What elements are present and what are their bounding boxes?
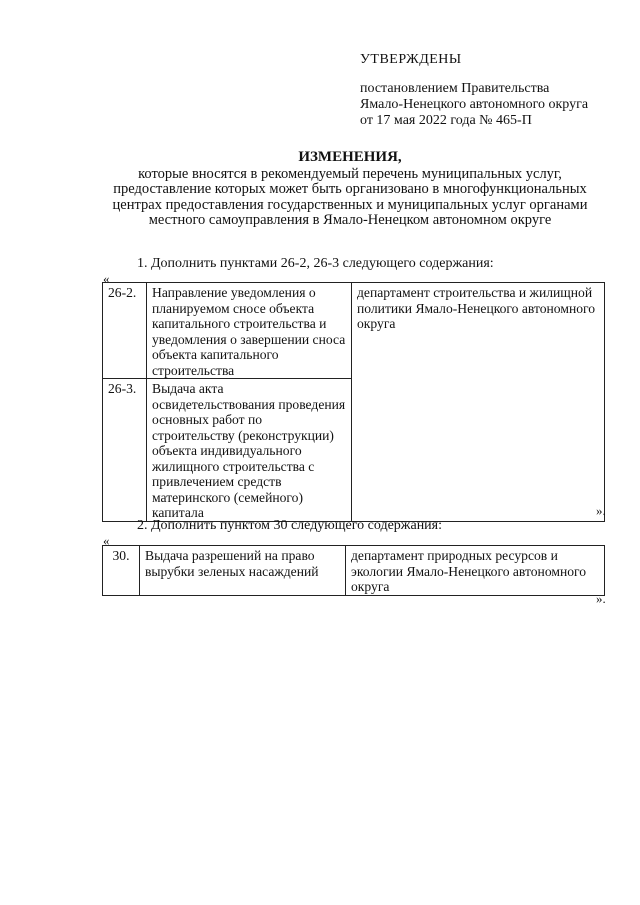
item2-close-quote: ». bbox=[596, 591, 606, 606]
approval-block bbox=[360, 52, 588, 129]
table-row bbox=[103, 546, 605, 596]
title-line: которые вносятся в рекомендуемый перечень муниципальных услуг, bbox=[138, 165, 562, 182]
title-heading: ИЗМЕНЕНИЯ, bbox=[298, 149, 402, 165]
item1-table bbox=[102, 282, 605, 522]
item2-table bbox=[102, 545, 605, 596]
table-row bbox=[103, 283, 605, 379]
row-number: 26-3. bbox=[103, 379, 147, 522]
row-department: департамент строительства и жилищной политики Ямало-Ненецкого автономного округа bbox=[352, 283, 605, 522]
title-line: центрах предоставления государственных и муниципальных услуг органами bbox=[112, 196, 588, 213]
item2-text: 2. Дополнить пунктом 30 следующего содержания: bbox=[137, 518, 443, 533]
title-line: предоставление которых может быть организовано в многофункциональных bbox=[113, 181, 587, 197]
row-service: Направление уведомления о планируемом сносе объекта капитального строительства и уведомления о завершении сноса объекта капитального строительства bbox=[147, 283, 352, 379]
item1-text: 1. Дополнить пунктами 26-2, 26-3 следующего содержания: bbox=[137, 256, 494, 271]
item1-close-quote: ». bbox=[596, 503, 606, 518]
approval-line: от 17 мая 2022 года № 465-П bbox=[360, 113, 532, 128]
approval-line: Ямало-Ненецкого автономного округа bbox=[360, 97, 589, 112]
approval-line: постановлением Правительства bbox=[360, 81, 550, 96]
row-number: 30. bbox=[103, 546, 140, 596]
row-department: департамент природных ресурсов и экологии Ямало-Ненецкого автономного округа bbox=[346, 546, 605, 596]
item2-open-quote: « bbox=[103, 533, 110, 548]
document-title bbox=[60, 150, 640, 229]
title-line: местного самоуправления в Ямало-Ненецком автономном округе bbox=[148, 212, 552, 228]
row-service: Выдача акта освидетельствования проведения основных работ по строительству (реконструкции) объекта индивидуального жилищного строительства с привлечением средств материнского (семейного) капитала bbox=[147, 379, 352, 522]
approval-heading: УТВЕРЖДЕНЫ bbox=[360, 52, 462, 67]
row-service: Выдача разрешений на право вырубки зеленых насаждений bbox=[140, 546, 346, 596]
row-number: 26-2. bbox=[103, 283, 147, 379]
item1-open-quote: « bbox=[103, 271, 110, 286]
